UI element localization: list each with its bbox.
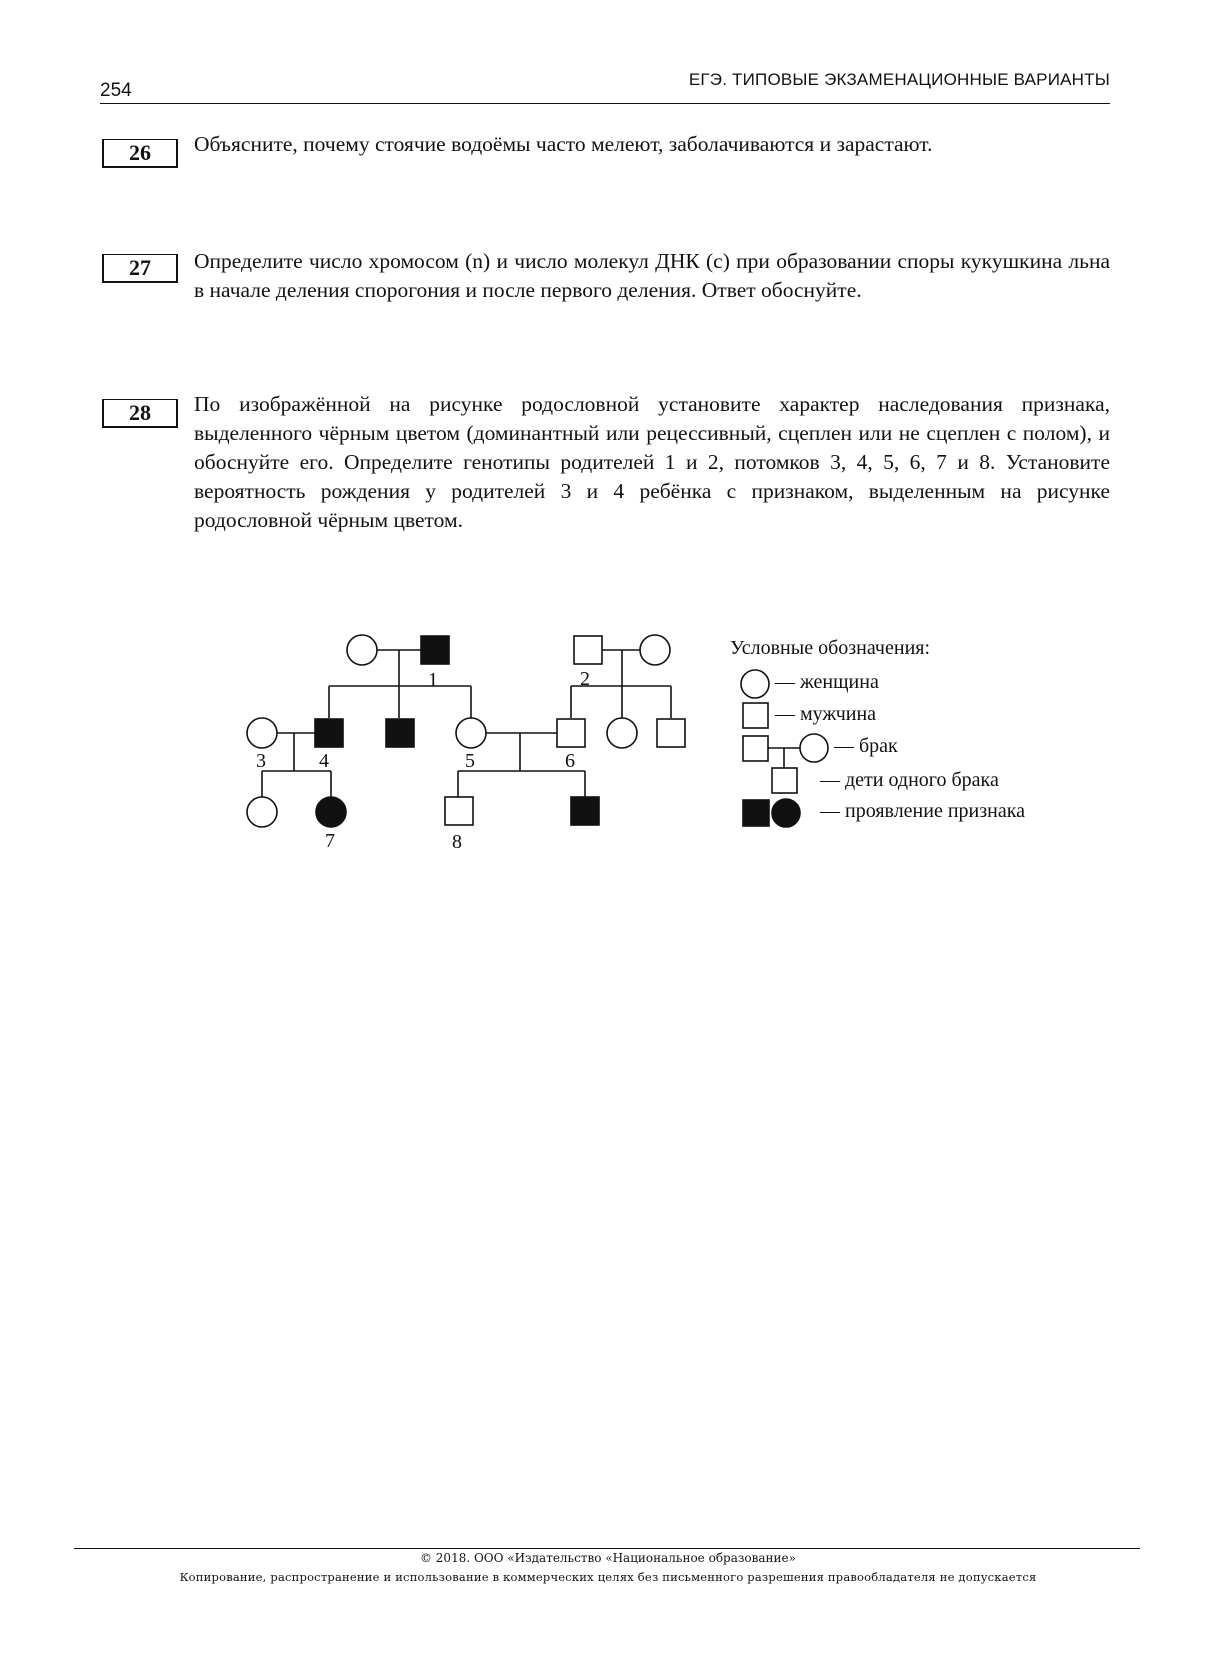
- pedigree-label-5: 5: [465, 750, 475, 772]
- pedigree-label-2: 2: [580, 668, 590, 690]
- pedigree-man-4: [315, 719, 343, 747]
- pedigree-son-8: [445, 797, 473, 825]
- legend-marriage-man-icon: [743, 736, 768, 761]
- legend-woman-label: — женщина: [775, 671, 879, 693]
- pedigree-woman-5: [456, 718, 486, 748]
- legend-trait-label: — проявление признака: [820, 800, 1026, 822]
- pedigree-daughter-2: [607, 718, 637, 748]
- pedigree-grandfather-2: [574, 636, 602, 664]
- pedigree-label-6: 6: [565, 750, 575, 772]
- pedigree-label-4: 4: [319, 750, 329, 772]
- pedigree-label-1: 1: [428, 669, 438, 691]
- footer-divider: [74, 1548, 1140, 1549]
- pedigree-woman-3: [247, 718, 277, 748]
- legend-title: Условные обозначения:: [730, 637, 931, 659]
- page-number: 254: [100, 80, 132, 101]
- pedigree-affected-son: [386, 719, 414, 747]
- task-number-28: 28: [102, 399, 178, 428]
- legend-marriage-woman-icon: [800, 734, 828, 762]
- task-number-27: 27: [102, 254, 178, 283]
- legend-children-label: — дети одного брака: [820, 769, 999, 791]
- pedigree-label-8: 8: [452, 831, 462, 853]
- pedigree-daughter-7: [316, 797, 346, 827]
- pedigree-label-3: 3: [256, 750, 266, 772]
- task-text-27: Определите число хромосом (n) и число молекул ДНК (с) при образовании споры кукушкина льна в начале деления спорогония и после первого деления. Ответ обоснуйте.: [194, 249, 1110, 302]
- legend-woman-icon: [741, 670, 769, 698]
- legend-trait-man-icon: [743, 800, 769, 826]
- pedigree-grandmother-1: [347, 635, 377, 665]
- footer-notice: Копирование, распространение и использование в коммерческих целях без письменного разрешения правообладателя не допускается: [179, 1570, 1037, 1584]
- pedigree-son-2: [657, 719, 685, 747]
- legend-child-icon: [772, 768, 797, 793]
- legend-trait-woman-icon: [772, 799, 800, 827]
- pedigree-label-7: 7: [325, 830, 335, 852]
- pedigree-daughter-3-4: [247, 797, 277, 827]
- running-header: ЕГЭ. ТИПОВЫЕ ЭКЗАМЕНАЦИОННЫЕ ВАРИАНТЫ: [688, 70, 1110, 89]
- task-number-26: 26: [102, 139, 178, 168]
- footer-copyright: © 2018. ООО «Издательство «Национальное образование»: [419, 1551, 796, 1565]
- pedigree-grandfather-1: [421, 636, 449, 664]
- legend-marriage-label: — брак: [834, 735, 898, 757]
- legend-man-icon: [743, 703, 768, 728]
- legend-man-label: — мужчина: [775, 703, 877, 725]
- task-text-26: Объясните, почему стоячие водоёмы часто мелеют, заболачиваются и зарастают.: [194, 132, 933, 156]
- pedigree-man-6: [557, 719, 585, 747]
- pedigree-affected-son-5-6: [571, 797, 599, 825]
- pedigree-grandmother-2: [640, 635, 670, 665]
- task-text-28: По изображённой на рисунке родословной установите характер наследования признака, выделенного чёрным цветом (доминантный или рецессивный, сцеплен или не сцеплен с полом), и обоснуйте его. Определите генотипы родителей 1 и 2, потомков 3, 4, 5, 6, 7 и 8. Установите вероятность рождения у родителей 3 и 4 ребёнка с признаком, выделенным на рисунке родословной чёрным цветом.: [194, 392, 1110, 532]
